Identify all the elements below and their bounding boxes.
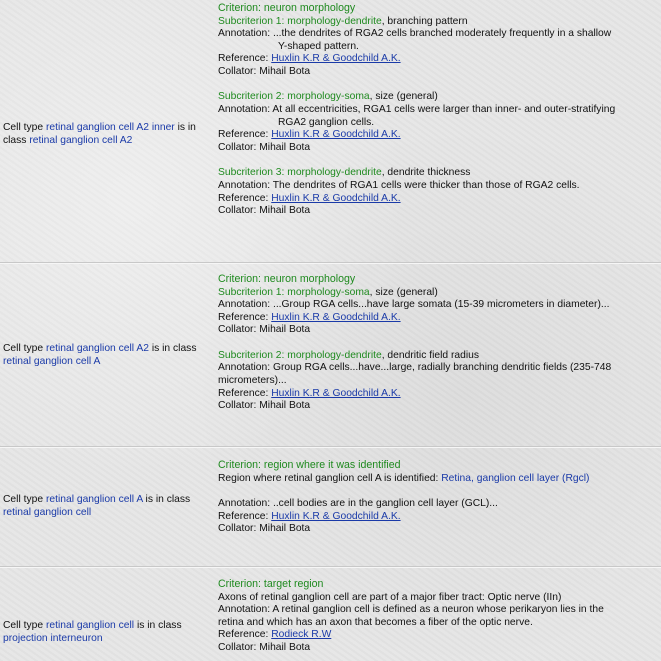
- collator: Collator: Mihail Bota: [218, 523, 311, 535]
- relation-row: [0, 0, 661, 262]
- collator: Collator: Mihail Bota: [218, 141, 311, 153]
- reference-link[interactable]: Huxlin K.R & Goodchild A.K.: [271, 129, 401, 141]
- reference: Reference: Huxlin K.R & Goodchild A.K.: [218, 510, 401, 522]
- reference: Reference: Huxlin K.R & Goodchild A.K.: [218, 311, 401, 323]
- collator: Collator: Mihail Bota: [218, 641, 311, 653]
- reference: Reference: Huxlin K.R & Goodchild A.K.: [218, 192, 401, 204]
- annotation-cont: micrometers)...: [218, 375, 287, 387]
- criteria-block: [218, 578, 658, 654]
- cell-type-link[interactable]: retinal ganglion cell A2: [45, 343, 149, 354]
- annotation: Annotation: ...Group RGA cells...have large somata (15-39 micrometers in diameter)...: [218, 299, 610, 311]
- cell-type-relation: Cell type retinal ganglion cell A2 is in class retinal ganglion cell A: [3, 343, 197, 367]
- region-link[interactable]: Retina, ganglion cell layer (Rgcl): [441, 472, 590, 484]
- reference-link[interactable]: Huxlin K.R & Goodchild A.K.: [271, 510, 401, 522]
- reference: Reference: Huxlin K.R & Goodchild A.K.: [218, 387, 401, 399]
- subcriterion: Subcriterion 1: morphology-dendrite, branching pattern: [218, 15, 468, 27]
- criteria-block: [218, 459, 658, 536]
- cell-type-link[interactable]: retinal ganglion cell A2 inner: [45, 122, 175, 133]
- subcriterion: Subcriterion 2: morphology-dendrite, dendritic field radius: [218, 349, 480, 361]
- class-link[interactable]: projection interneuron: [3, 633, 103, 644]
- reference: Reference: Huxlin K.R & Goodchild A.K.: [218, 53, 401, 65]
- annotation-cont: retina and which has an axon that becomes a fiber of the optic nerve.: [218, 616, 533, 628]
- cell-type-link[interactable]: retinal ganglion cell: [45, 620, 135, 631]
- axon-statement: Axons of retinal ganglion cell are part of a major fiber tract: Optic nerve (IIn): [218, 591, 562, 603]
- region-statement: Region where retinal ganglion cell A is identified: Retina, ganglion cell layer (Rgcl): [218, 472, 590, 484]
- class-link[interactable]: retinal ganglion cell A2: [29, 135, 133, 146]
- criterion-title: Criterion: region where it was identified: [218, 459, 401, 471]
- reference: Reference: Rodieck R.W: [218, 629, 332, 641]
- reference-link[interactable]: Huxlin K.R & Goodchild A.K.: [271, 387, 401, 399]
- collator: Collator: Mihail Bota: [218, 400, 311, 412]
- reference-link[interactable]: Huxlin K.R & Goodchild A.K.: [271, 192, 401, 204]
- criterion-title: Criterion: target region: [218, 578, 324, 590]
- criteria-block: [218, 2, 658, 218]
- cell-type-relation: Cell type retinal ganglion cell A is in class retinal ganglion cell: [3, 494, 191, 518]
- cell-type-relation: Cell type retinal ganglion cell A2 inner is in class retinal ganglion cell A2: [3, 122, 196, 146]
- annotation: Annotation: ..cell bodies are in the ganglion cell layer (GCL)...: [218, 498, 498, 510]
- criterion-title: Criterion: neuron morphology: [218, 2, 356, 14]
- subcriterion: Subcriterion 3: morphology-dendrite, dendrite thickness: [218, 167, 471, 179]
- annotation-cont: Y-shaped pattern.: [278, 40, 359, 52]
- criteria-block: [218, 273, 658, 413]
- collator: Collator: Mihail Bota: [218, 324, 311, 336]
- annotation: Annotation: Group RGA cells...have...large, radially branching dendritic fields (235-748: [218, 362, 612, 374]
- cell-type-link[interactable]: retinal ganglion cell A: [45, 494, 143, 505]
- reference-link[interactable]: Huxlin K.R & Goodchild A.K.: [271, 311, 401, 323]
- annotation: Annotation: A retinal ganglion cell is defined as a neuron whose perikaryon lies in the: [218, 604, 604, 616]
- annotation: Annotation: ...the dendrites of RGA2 cells branched moderately frequently in a shallow: [218, 28, 612, 40]
- collator: Collator: Mihail Bota: [218, 205, 311, 217]
- collator: Collator: Mihail Bota: [218, 65, 311, 77]
- annotation: Annotation: At all eccentricities, RGA1 cells were larger than inner- and outer-stratifying: [218, 104, 616, 116]
- subcriterion: Subcriterion 1: morphology-soma, size (general): [218, 286, 438, 298]
- annotation: Annotation: The dendrites of RGA1 cells were thicker than those of RGA2 cells.: [218, 180, 580, 192]
- cell-type-relation: Cell type retinal ganglion cell is in class projection interneuron: [3, 620, 182, 644]
- class-link[interactable]: retinal ganglion cell A: [3, 356, 101, 367]
- subcriterion: Subcriterion 2: morphology-soma, size (general): [218, 91, 438, 103]
- reference-link[interactable]: Huxlin K.R & Goodchild A.K.: [271, 53, 401, 65]
- relation-row: [0, 264, 661, 446]
- reference: Reference: Huxlin K.R & Goodchild A.K.: [218, 129, 401, 141]
- relation-row: [0, 568, 661, 661]
- criterion-title: Criterion: neuron morphology: [218, 273, 356, 285]
- relation-row: [0, 448, 661, 566]
- annotation-cont: RGA2 ganglion cells.: [278, 116, 375, 128]
- reference-link[interactable]: Rodieck R.W: [271, 629, 332, 641]
- class-link[interactable]: retinal ganglion cell: [3, 507, 92, 518]
